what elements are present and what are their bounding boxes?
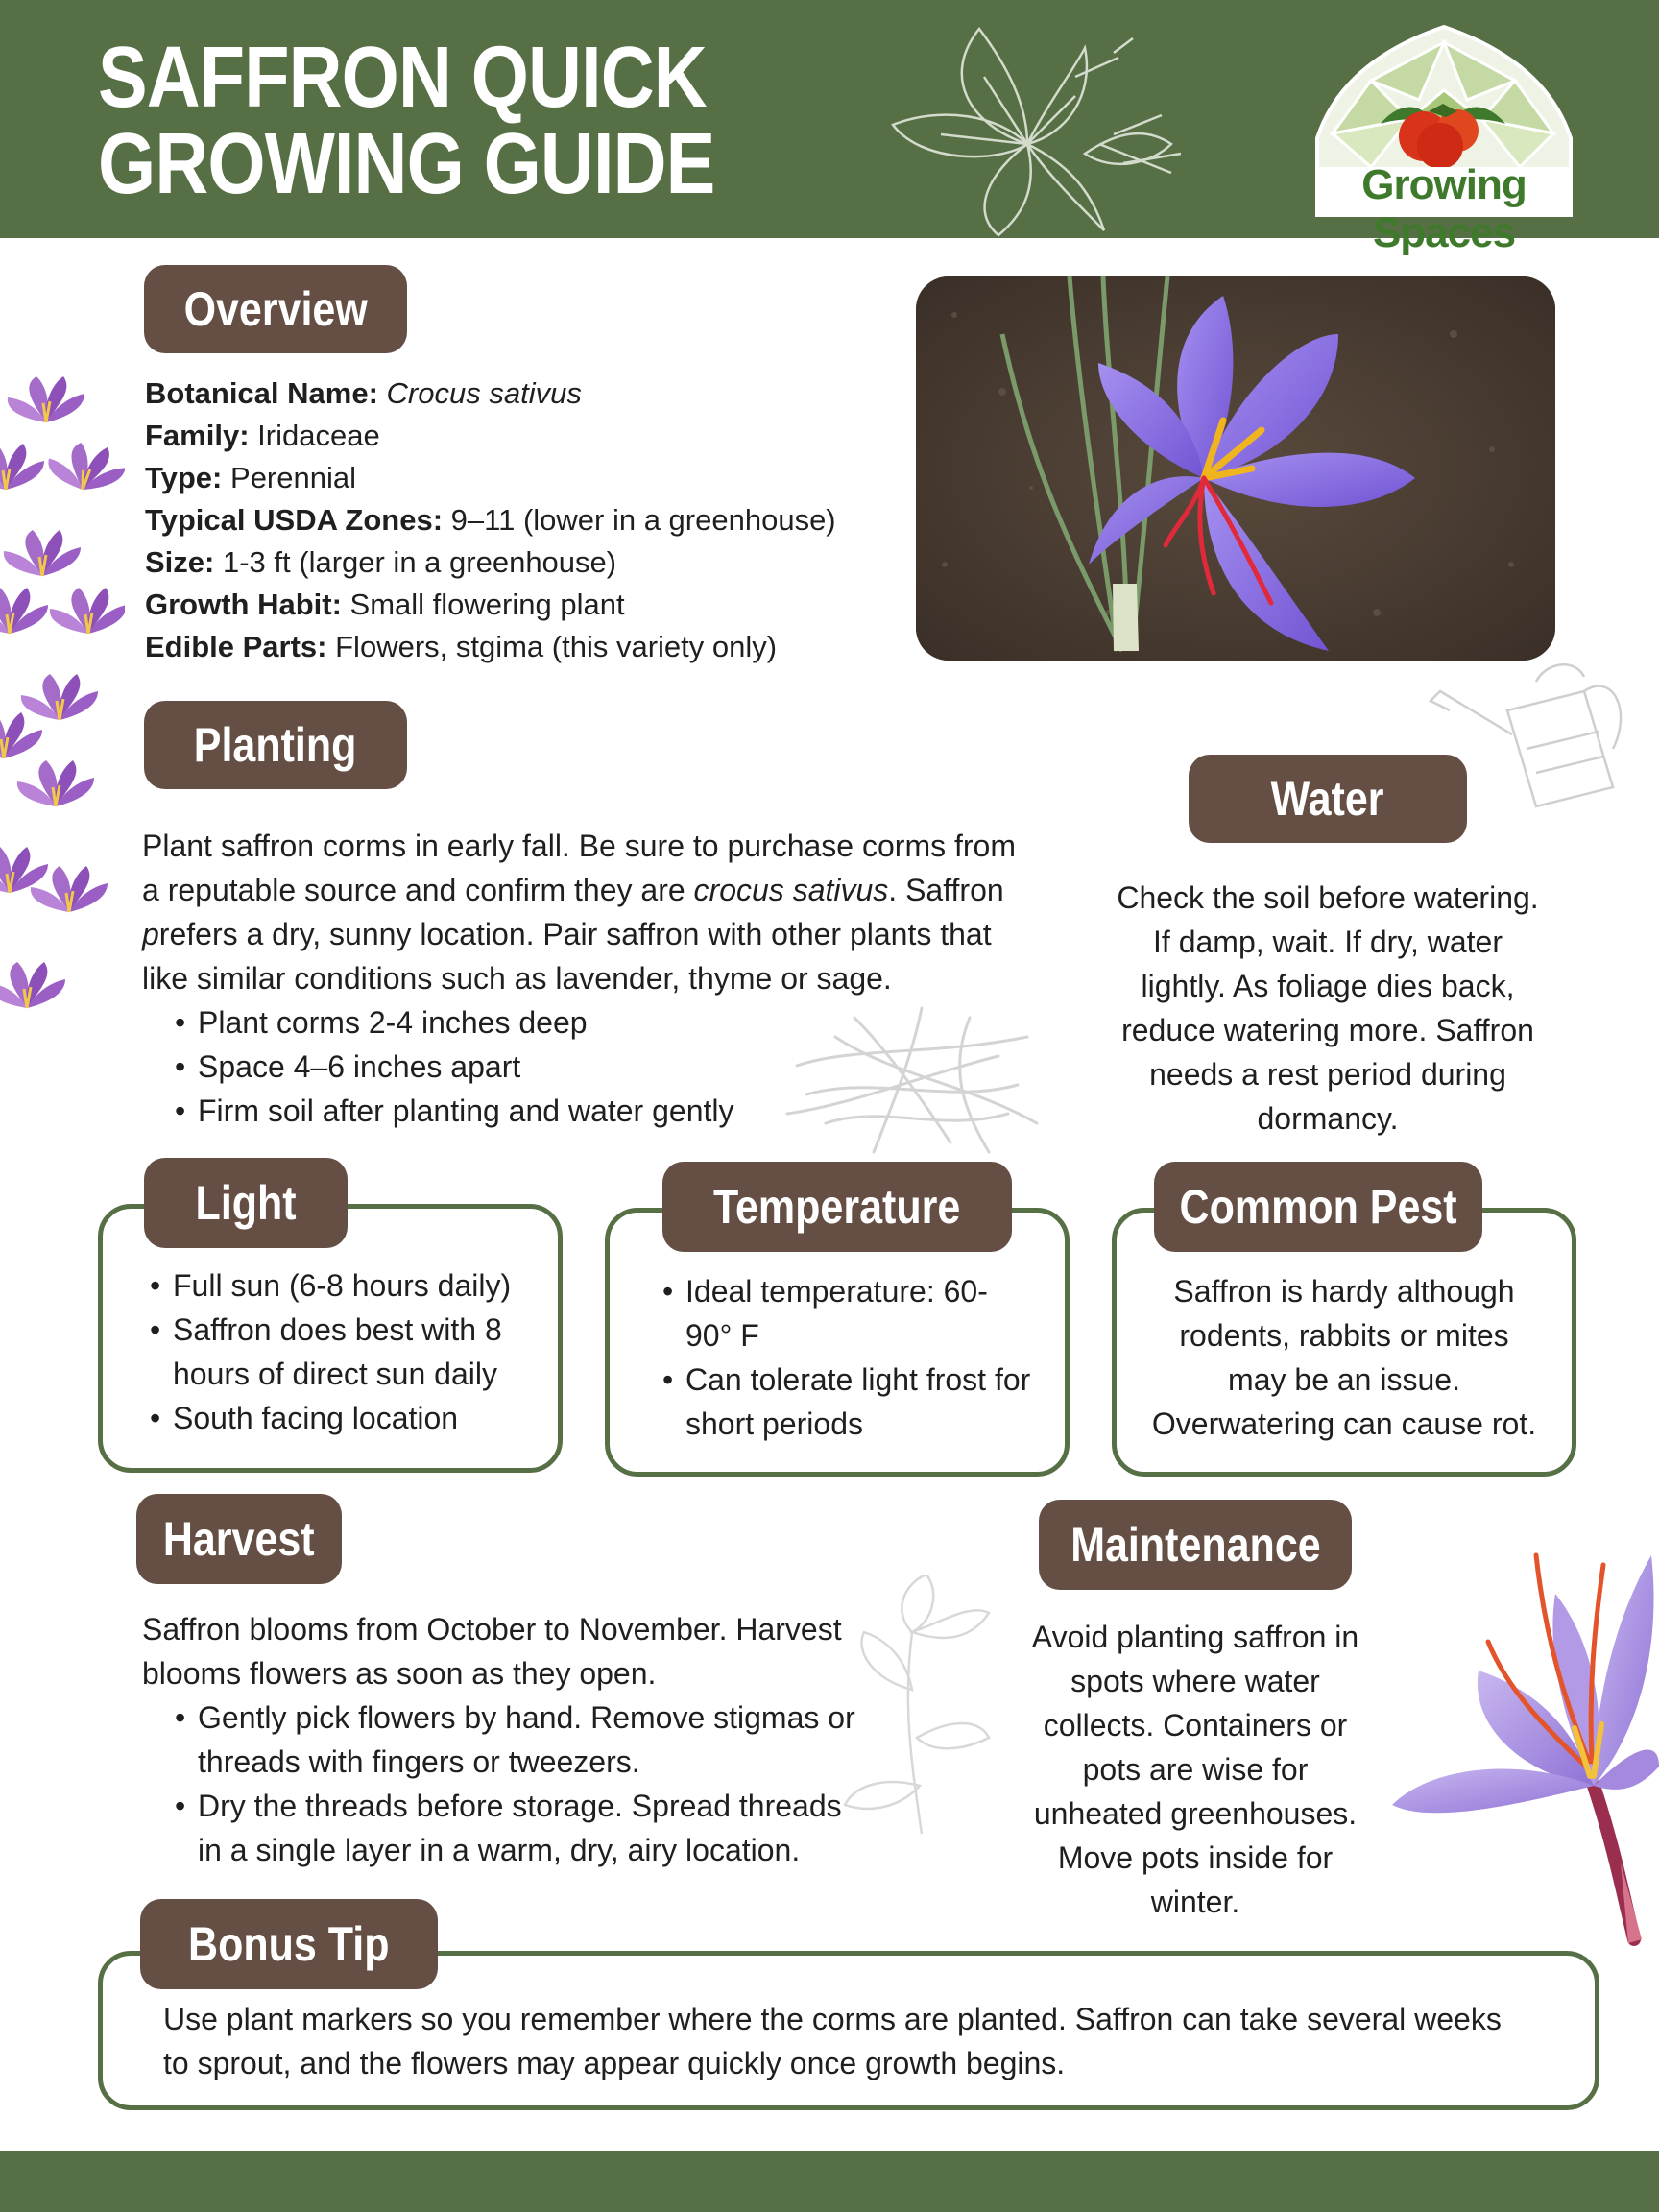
- water-line: needs a rest period during: [1149, 1057, 1506, 1092]
- planting-line-1: Plant saffron corms in early fall. Be sure to purchase corms from: [142, 829, 1016, 863]
- overview-row-growth-habit: Growth Habit: Small flowering plant: [145, 588, 625, 621]
- overview-row-edible-parts: Edible Parts: Flowers, stgima (this variety only): [145, 630, 778, 663]
- list-item: • Saffron does best with 8 hours of direct sun daily: [144, 1308, 557, 1396]
- pest-line: Overwatering can cause rot.: [1151, 1407, 1537, 1441]
- water-line: dormancy.: [1257, 1101, 1399, 1136]
- light-text: [144, 1263, 557, 1440]
- maintenance-line: Avoid planting saffron in: [1031, 1620, 1359, 1654]
- planting-line-2: a reputable source and confirm they are crocus sativus. Saffron: [142, 873, 1004, 907]
- pest-line: Saffron is hardy although: [1173, 1274, 1515, 1309]
- harvest-line-2: blooms flowers as soon as they open.: [142, 1656, 657, 1691]
- list-item: • South facing location: [144, 1396, 557, 1440]
- overview-row-size: Size: 1-3 ft (larger in a greenhouse): [145, 545, 617, 579]
- temperature-bullets: [657, 1269, 1060, 1446]
- maintenance-line: winter.: [1150, 1885, 1240, 1919]
- overview-row-family: Family: Iridaceae: [145, 419, 380, 452]
- saffron-threads-icon: [778, 989, 1046, 1162]
- overview-row-zones: Typical USDA Zones: 9–11 (lower in a greenhouse): [145, 503, 836, 537]
- water-line: Check the soil before watering.: [1117, 880, 1539, 915]
- water-text: [1085, 876, 1571, 1141]
- water-line: reduce watering more. Saffron: [1121, 1013, 1534, 1047]
- pest-line: may be an issue.: [1228, 1362, 1460, 1397]
- planting-line-4: like similar conditions such as lavender, thyme or sage.: [142, 961, 892, 996]
- harvest-bullets: [169, 1695, 910, 1872]
- water-heading: Water: [1189, 755, 1467, 843]
- crocus-line-art-icon: [883, 19, 1190, 240]
- bonus-heading: Bonus Tip: [140, 1899, 438, 1989]
- growing-spaces-logo: [1313, 23, 1575, 256]
- bonus-line-2: to sprout, and the flowers may appear quickly once growth begins.: [163, 2046, 1066, 2080]
- temperature-heading: Temperature: [662, 1162, 1012, 1252]
- harvest-text: [142, 1607, 910, 1872]
- list-item: • Plant corms 2-4 inches deep: [169, 1000, 1064, 1045]
- water-line: If damp, wait. If dry, water: [1153, 925, 1503, 959]
- overview-list: [145, 373, 836, 668]
- pest-text: [1121, 1269, 1567, 1446]
- harvest-heading: Harvest: [136, 1494, 342, 1584]
- saffron-photo: [916, 276, 1555, 661]
- bonus-text: [163, 1997, 1584, 2085]
- water-line: lightly. As foliage dies back,: [1141, 969, 1515, 1003]
- light-bullets: [144, 1263, 557, 1440]
- maintenance-text: [1008, 1615, 1382, 1924]
- planting-heading: Planting: [144, 701, 407, 789]
- list-item: • Gently pick flowers by hand. Remove stigmas or threads with fingers or tweezers.: [169, 1695, 910, 1784]
- maintenance-line: spots where water: [1070, 1664, 1320, 1698]
- pest-line: rodents, rabbits or mites: [1179, 1318, 1509, 1353]
- harvest-line-1: Saffron blooms from October to November. Harvest: [142, 1612, 842, 1647]
- overview-heading: Overview: [144, 265, 407, 353]
- maintenance-line: pots are wise for: [1082, 1752, 1309, 1787]
- list-item: • Firm soil after planting and water gently: [169, 1089, 1064, 1133]
- page-title: [98, 30, 715, 212]
- list-item: • Dry the threads before storage. Spread threads in a single layer in a warm, dry, airy location.: [169, 1784, 910, 1872]
- planting-line-3: prefers a dry, sunny location. Pair saffron with other plants that: [142, 917, 992, 951]
- pest-heading: Common Pest: [1154, 1162, 1482, 1252]
- temperature-text: [657, 1269, 1060, 1446]
- list-item: • Full sun (6-8 hours daily): [144, 1263, 557, 1308]
- saffron-flower-photo-icon: [916, 276, 1555, 661]
- list-item: • Space 4–6 inches apart: [169, 1045, 1064, 1089]
- title-line-2: GROWING GUIDE: [98, 116, 715, 212]
- crocus-illustration-icon: [1373, 1536, 1659, 1949]
- maintenance-heading: Maintenance: [1039, 1500, 1352, 1590]
- list-item: • Ideal temperature: 60- 90° F: [657, 1269, 1060, 1358]
- maintenance-line: unheated greenhouses.: [1033, 1796, 1358, 1831]
- title-line-1: SAFFRON QUICK: [98, 30, 707, 126]
- maintenance-line: collects. Containers or: [1043, 1708, 1348, 1743]
- overview-row-botanical-name: Botanical Name: Crocus sativus: [145, 376, 582, 410]
- bonus-line-1: Use plant markers so you remember where the corms are planted. Saffron can take several weeks: [163, 2002, 1502, 2036]
- logo-text: Growing Spaces: [1361, 161, 1527, 256]
- footer-bar: [0, 2151, 1659, 2212]
- list-item: • Can tolerate light frost for short periods: [657, 1358, 1060, 1446]
- maintenance-line: Move pots inside for: [1057, 1840, 1334, 1875]
- overview-row-type: Type: Perennial: [145, 461, 356, 494]
- crocus-border-icon: [0, 346, 125, 1056]
- light-heading: Light: [144, 1158, 348, 1248]
